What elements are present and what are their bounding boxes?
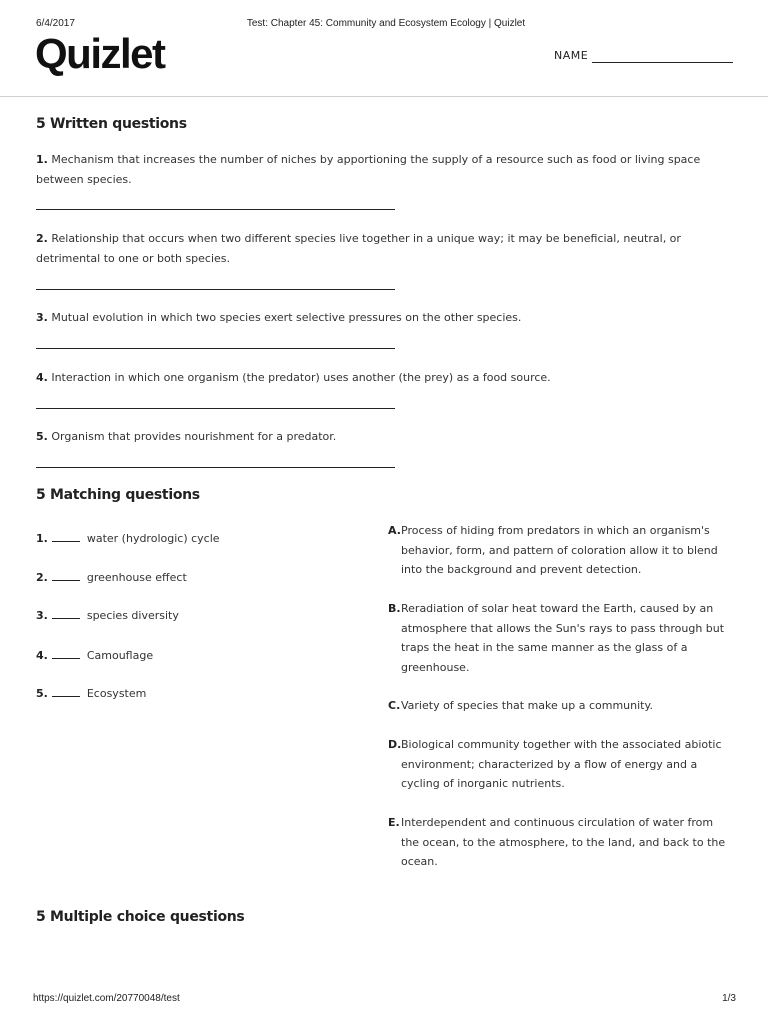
answer-line-3 bbox=[36, 348, 395, 349]
page-number: 1/3 bbox=[722, 993, 736, 1004]
term-text: species diversity bbox=[86, 609, 179, 622]
matching-term-5 bbox=[36, 684, 146, 700]
matching-section-title: 5 Matching questions bbox=[36, 487, 200, 503]
matching-term-2 bbox=[36, 568, 187, 584]
name-field-line bbox=[592, 62, 733, 63]
answer-letter: E. bbox=[388, 816, 400, 829]
print-date: 6/4/2017 bbox=[36, 18, 75, 29]
matching-answer-a bbox=[388, 521, 728, 580]
term-number: 3. bbox=[36, 609, 48, 622]
question-number: 5. bbox=[36, 430, 48, 443]
question-number: 1. bbox=[36, 153, 48, 166]
matching-answer-d bbox=[388, 735, 728, 794]
answer-definition: Interdependent and continuous circulation of water from the ocean, to the atmosphere, to the land, and back to the ocean. bbox=[401, 816, 726, 868]
match-blank bbox=[52, 606, 80, 619]
question-number: 4. bbox=[36, 371, 48, 384]
written-question-3 bbox=[36, 308, 716, 328]
question-text: Relationship that occurs when two different species live together in a unique way; it may be beneficial, neutral, or detrimental to one or both species. bbox=[36, 232, 681, 265]
match-blank bbox=[52, 568, 80, 581]
question-number: 3. bbox=[36, 311, 48, 324]
question-text: Mechanism that increases the number of niches by apportioning the supply of a resource such as food or living space between species. bbox=[36, 153, 701, 186]
matching-term-4 bbox=[36, 646, 153, 662]
answer-definition: Biological community together with the associated abiotic environment; characterized by a flow of energy and a cycling of inorganic nutrients. bbox=[401, 738, 722, 790]
question-text: Mutual evolution in which two species exert selective pressures on the other species. bbox=[51, 311, 522, 324]
term-number: 5. bbox=[36, 687, 48, 700]
answer-line-1 bbox=[36, 209, 395, 210]
answer-definition: Variety of species that make up a community. bbox=[401, 699, 653, 712]
term-number: 2. bbox=[36, 571, 48, 584]
term-text: water (hydrologic) cycle bbox=[86, 532, 220, 545]
matching-answer-b bbox=[388, 599, 728, 677]
answer-line-2 bbox=[36, 289, 395, 290]
quizlet-logo: Quizlet bbox=[35, 30, 165, 77]
answer-letter: C. bbox=[388, 699, 401, 712]
term-text: Ecosystem bbox=[86, 687, 147, 700]
question-text: Interaction in which one organism (the predator) uses another (the prey) as a food source. bbox=[51, 371, 551, 384]
print-footer bbox=[33, 993, 736, 1007]
answer-line-4 bbox=[36, 408, 395, 409]
term-text: greenhouse effect bbox=[86, 571, 187, 584]
print-url: https://quizlet.com/20770048/test bbox=[33, 993, 180, 1004]
matching-answer-e bbox=[388, 813, 728, 872]
print-page-title: Test: Chapter 45: Community and Ecosystem Ecology | Quizlet bbox=[246, 18, 526, 29]
answer-letter: D. bbox=[388, 738, 402, 751]
multiple-choice-section-title: 5 Multiple choice questions bbox=[36, 909, 245, 925]
written-question-5 bbox=[36, 427, 716, 447]
answer-definition: Reradiation of solar heat toward the Earth, caused by an atmosphere that allows the Sun's rays to pass through but traps the heat in the same manner as the glass of a greenhouse. bbox=[401, 602, 725, 674]
written-section-title: 5 Written questions bbox=[36, 116, 187, 132]
matching-term-3 bbox=[36, 606, 179, 622]
match-blank bbox=[52, 529, 80, 542]
answer-definition: Process of hiding from predators in which an organism's behavior, form, and pattern of coloration allow it to blend into the background and prevent detection. bbox=[401, 524, 718, 576]
answer-letter: B. bbox=[388, 602, 401, 615]
match-blank bbox=[52, 646, 80, 659]
match-blank bbox=[52, 684, 80, 697]
term-text: Camouflage bbox=[86, 649, 154, 662]
answer-letter: A. bbox=[388, 524, 401, 537]
header-divider bbox=[0, 96, 768, 97]
written-question-4 bbox=[36, 368, 716, 388]
term-number: 1. bbox=[36, 532, 48, 545]
answer-line-5 bbox=[36, 467, 395, 468]
matching-term-1 bbox=[36, 529, 220, 545]
name-label: NAME bbox=[554, 49, 589, 62]
term-number: 4. bbox=[36, 649, 48, 662]
written-question-1 bbox=[36, 150, 716, 190]
question-number: 2. bbox=[36, 232, 48, 245]
question-text: Organism that provides nourishment for a predator. bbox=[51, 430, 337, 443]
matching-answer-c bbox=[388, 696, 728, 716]
written-question-2 bbox=[36, 229, 716, 269]
